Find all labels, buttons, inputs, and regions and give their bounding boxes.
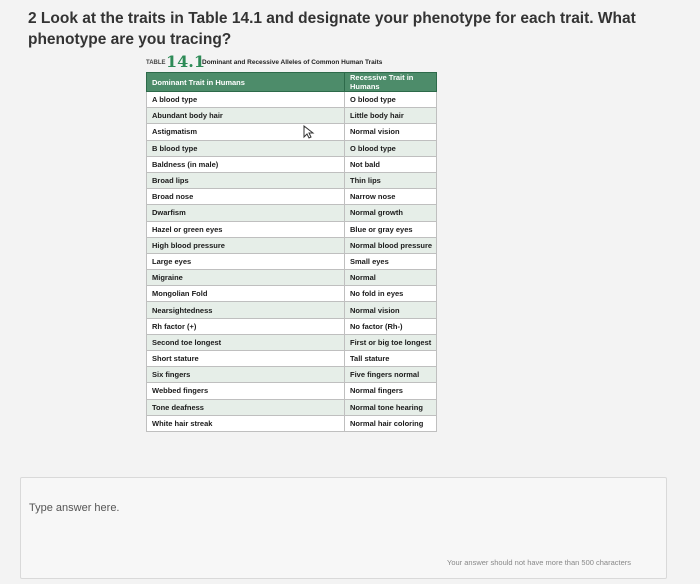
recessive-trait-cell: Tall stature <box>345 351 437 367</box>
recessive-trait-cell: Normal vision <box>345 302 437 318</box>
recessive-trait-cell: Blue or gray eyes <box>345 221 437 237</box>
recessive-trait-cell: Normal blood pressure <box>345 237 437 253</box>
dominant-trait-cell: B blood type <box>147 140 345 156</box>
table-row <box>147 140 437 156</box>
recessive-trait-cell: First or big toe longest <box>345 334 437 350</box>
dominant-trait-cell: Second toe longest <box>147 334 345 350</box>
table-row <box>147 237 437 253</box>
question-text: 2 Look at the traits in Table 14.1 and designate your phenotype for each trait. What phenotype are you tracing? <box>28 10 636 48</box>
recessive-trait-cell: Not bald <box>345 156 437 172</box>
recessive-trait-cell: Normal <box>345 270 437 286</box>
recessive-trait-cell: Small eyes <box>345 253 437 269</box>
recessive-trait-cell: Normal fingers <box>345 383 437 399</box>
table-row <box>147 367 437 383</box>
dominant-trait-cell: Six fingers <box>147 367 345 383</box>
mouse-cursor-icon <box>303 125 315 139</box>
dominant-trait-cell: Migraine <box>147 270 345 286</box>
recessive-trait-cell: Narrow nose <box>345 189 437 205</box>
dominant-trait-cell: White hair streak <box>147 415 345 431</box>
table-row <box>147 108 437 124</box>
table-row <box>147 124 437 140</box>
dominant-trait-cell: High blood pressure <box>147 237 345 253</box>
table-row <box>147 189 437 205</box>
table-caption <box>146 52 436 72</box>
table-row <box>147 92 437 108</box>
dominant-trait-cell: Webbed fingers <box>147 383 345 399</box>
trait-table-figure <box>146 52 436 432</box>
table-body <box>147 92 437 432</box>
recessive-trait-cell: O blood type <box>345 140 437 156</box>
table-title: Dominant and Recessive Alleles of Common Human Traits <box>202 59 383 66</box>
column-header-recessive: Recessive Trait in Humans <box>345 73 437 92</box>
table-label: TABLE <box>146 60 166 66</box>
recessive-trait-cell: O blood type <box>345 92 437 108</box>
recessive-trait-cell: Normal hair coloring <box>345 415 437 431</box>
table-row <box>147 205 437 221</box>
recessive-trait-cell: Five fingers normal <box>345 367 437 383</box>
table-row <box>147 318 437 334</box>
recessive-trait-cell: Normal tone hearing <box>345 399 437 415</box>
table-row <box>147 172 437 188</box>
answer-textarea[interactable] <box>20 477 667 579</box>
table-row <box>147 286 437 302</box>
dominant-trait-cell: Broad lips <box>147 172 345 188</box>
dominant-trait-cell: Hazel or green eyes <box>147 221 345 237</box>
answer-placeholder: Type answer here. <box>29 502 120 514</box>
table-row <box>147 415 437 431</box>
table-row <box>147 334 437 350</box>
dominant-trait-cell: Astigmatism <box>147 124 345 140</box>
recessive-trait-cell: Thin lips <box>345 172 437 188</box>
dominant-trait-cell: A blood type <box>147 92 345 108</box>
dominant-trait-cell: Nearsightedness <box>147 302 345 318</box>
dominant-trait-cell: Broad nose <box>147 189 345 205</box>
dominant-trait-cell: Tone deafness <box>147 399 345 415</box>
recessive-trait-cell: No factor (Rh-) <box>345 318 437 334</box>
dominant-trait-cell: Dwarfism <box>147 205 345 221</box>
dominant-trait-cell: Large eyes <box>147 253 345 269</box>
dominant-trait-cell: Mongolian Fold <box>147 286 345 302</box>
dominant-trait-cell: Rh factor (+) <box>147 318 345 334</box>
dominant-trait-cell: Abundant body hair <box>147 108 345 124</box>
table-row <box>147 302 437 318</box>
table-row <box>147 156 437 172</box>
table-row <box>147 351 437 367</box>
character-limit-note: Your answer should not have more than 500 characters <box>447 558 632 567</box>
table-number: 14.1 <box>166 52 205 71</box>
table-row <box>147 383 437 399</box>
dominant-trait-cell: Baldness (in male) <box>147 156 345 172</box>
table-row <box>147 221 437 237</box>
table-row <box>147 399 437 415</box>
recessive-trait-cell: No fold in eyes <box>345 286 437 302</box>
traits-table <box>146 72 437 432</box>
recessive-trait-cell: Normal growth <box>345 205 437 221</box>
column-header-dominant: Dominant Trait in Humans <box>147 73 345 92</box>
table-row <box>147 253 437 269</box>
recessive-trait-cell: Normal vision <box>345 124 437 140</box>
table-row <box>147 270 437 286</box>
recessive-trait-cell: Little body hair <box>345 108 437 124</box>
dominant-trait-cell: Short stature <box>147 351 345 367</box>
table-header-row <box>147 73 437 92</box>
